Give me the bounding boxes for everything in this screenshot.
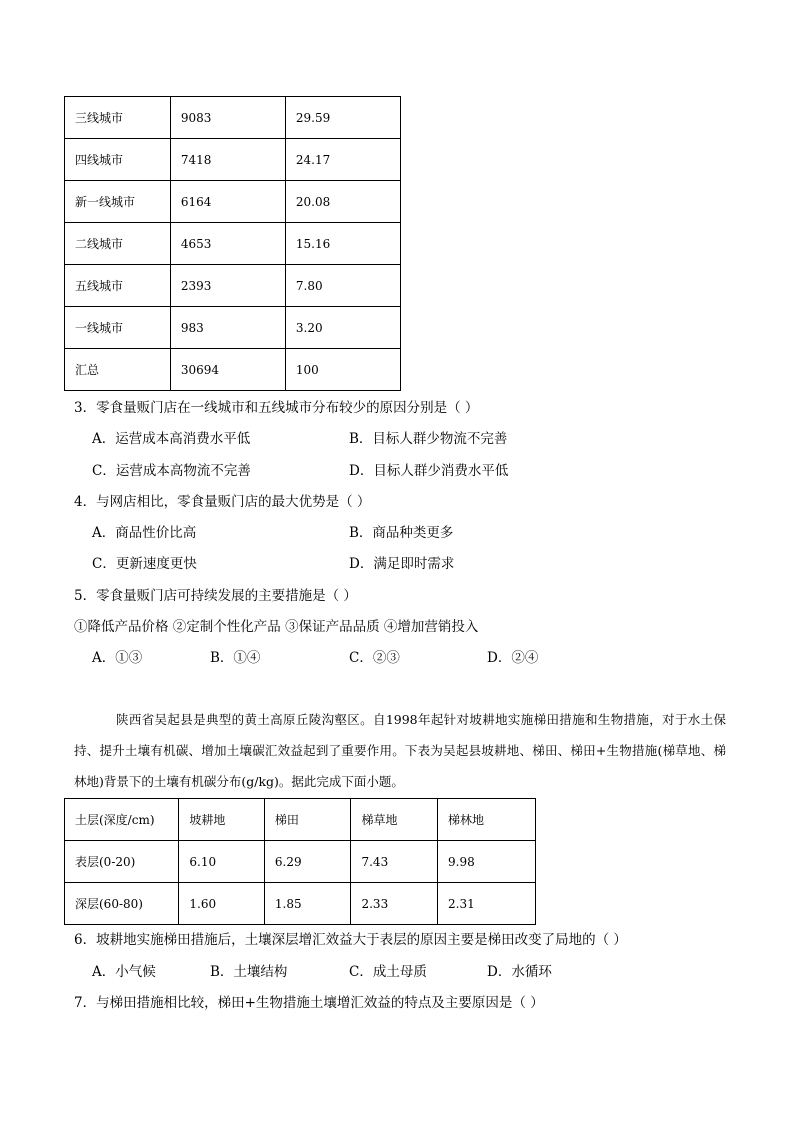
table-header-cell: 梯林地	[438, 799, 536, 841]
option-4c: C．更新速度更快	[92, 556, 197, 572]
option-3c: C．运营成本高物流不完善	[92, 463, 251, 479]
option-3d: D．目标人群少消费水平低	[349, 463, 509, 479]
table-header-cell: 坡耕地	[179, 799, 265, 841]
table-cell: 深层(60-80)	[65, 883, 179, 925]
soil-carbon-table	[64, 798, 536, 925]
table-row	[65, 97, 401, 139]
question-7-stem: 7．与梯田措施相比较，梯田+生物措施土壤增汇效益的特点及主要原因是（ ）	[74, 995, 544, 1011]
question-6-stem: 6．坡耕地实施梯田措施后，土壤深层增汇效益大于表层的原因主要是梯田改变了局地的（ ）	[74, 932, 627, 948]
option-6a: A．小气候	[92, 964, 156, 980]
table-row	[65, 139, 401, 181]
passage-text: 陕西省吴起县是典型的黄土高原丘陵沟壑区。自1998年起针对坡耕地实施梯田措施和生物措施，对于水土保持、提升土壤有机碳、增加土壤碳汇效益起到了重要作用。下表为吴起县坡耕地、梯田、梯田+生物措施(梯草地、梯林地)背景下的土壤有机碳分布(g/kg)。据此完成下面小题。	[74, 712, 726, 789]
table-cell: 1.60	[179, 883, 265, 925]
table-row	[65, 349, 401, 391]
table-row	[65, 265, 401, 307]
table-cell: 30694	[170, 349, 285, 391]
question-5-stem: 5．零食量贩门店可持续发展的主要措施是（ ）	[74, 588, 357, 604]
option-5c: C．②③	[349, 650, 400, 666]
table-cell: 29.59	[285, 97, 400, 139]
option-5b: B．①④	[210, 650, 261, 666]
table-cell: 2.33	[351, 883, 438, 925]
table-cell: 6.10	[179, 841, 265, 883]
table-cell: 9083	[170, 97, 285, 139]
table-cell: 6164	[170, 181, 285, 223]
option-3b: B．目标人群少物流不完善	[349, 431, 508, 447]
table-cell: 100	[285, 349, 400, 391]
table-cell: 新一线城市	[65, 181, 171, 223]
table-cell: 2393	[170, 265, 285, 307]
table-cell: 7.43	[351, 841, 438, 883]
option-4a: A．商品性价比高	[92, 525, 197, 541]
table-row	[65, 307, 401, 349]
question-5-items: ①降低产品价格 ②定制个性化产品 ③保证产品品质 ④增加营销投入	[74, 619, 479, 635]
option-5d: D．②④	[487, 650, 539, 666]
option-6c: C．成土母质	[349, 964, 427, 980]
table-cell: 汇总	[65, 349, 171, 391]
option-3a: A．运营成本高消费水平低	[92, 431, 251, 447]
question-4-stem: 4．与网店相比，零食量贩门店的最大优势是（ ）	[74, 494, 371, 510]
table-cell: 15.16	[285, 223, 400, 265]
table-header-cell: 梯田	[264, 799, 351, 841]
table-cell: 20.08	[285, 181, 400, 223]
table-cell: 983	[170, 307, 285, 349]
table-cell: 四线城市	[65, 139, 171, 181]
option-6b: B．土壤结构	[210, 964, 288, 980]
table-cell: 2.31	[438, 883, 536, 925]
option-5a: A．①③	[92, 650, 143, 666]
table-cell: 9.98	[438, 841, 536, 883]
option-4d: D．满足即时需求	[349, 556, 455, 572]
table-cell: 一线城市	[65, 307, 171, 349]
option-6d: D．水循环	[487, 964, 552, 980]
table-cell: 6.29	[264, 841, 351, 883]
table-cell: 7418	[170, 139, 285, 181]
table-cell: 7.80	[285, 265, 400, 307]
table-row	[65, 223, 401, 265]
table-cell: 表层(0-20)	[65, 841, 179, 883]
table-cell: 二线城市	[65, 223, 171, 265]
option-4b: B．商品种类更多	[349, 525, 454, 541]
table-header-row	[65, 799, 536, 841]
table-header-cell: 梯草地	[351, 799, 438, 841]
table-cell: 3.20	[285, 307, 400, 349]
city-store-table	[64, 96, 401, 391]
table-row	[65, 841, 536, 883]
table-cell: 五线城市	[65, 265, 171, 307]
table-cell: 1.85	[264, 883, 351, 925]
table-row	[65, 883, 536, 925]
table-cell: 三线城市	[65, 97, 171, 139]
table-cell: 4653	[170, 223, 285, 265]
question-3-stem: 3．零食量贩门店在一线城市和五线城市分布较少的原因分别是（ ）	[74, 400, 479, 416]
table-header-cell: 土层(深度/cm)	[65, 799, 179, 841]
table-cell: 24.17	[285, 139, 400, 181]
table-row	[65, 181, 401, 223]
